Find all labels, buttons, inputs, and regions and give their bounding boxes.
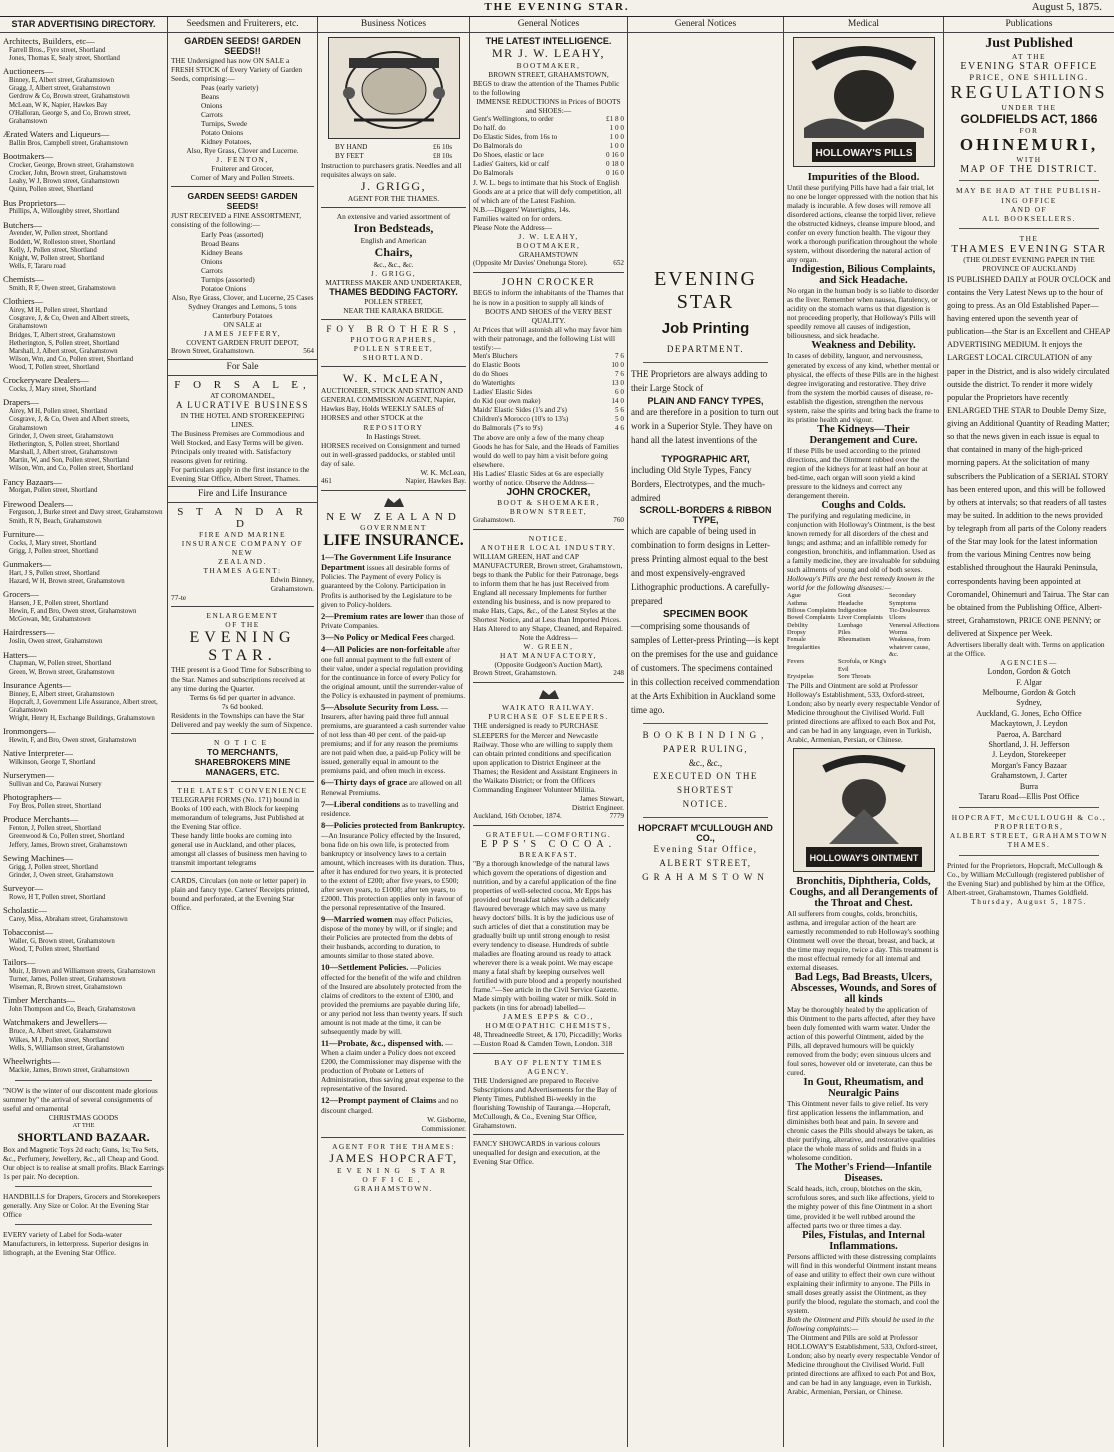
insurance-clause [321, 962, 466, 1036]
directory-entry: Cosgrave, J, & Co, Owen and Albert streets, Grahamstown [9, 315, 130, 331]
clause-text: and no discount charged. [321, 1096, 459, 1115]
directory-entry: Bruce, A, Albert street, Grahamstown [9, 1028, 112, 1036]
remedy-cell: Dropsy [787, 628, 806, 636]
directory-entry: Boddett, W, Rolleston street, Shortland [9, 238, 116, 246]
price-row [473, 115, 624, 124]
directory-entry: Foy Bros, Pollen street, Shortland [9, 803, 102, 811]
seed-item: Carrots [201, 265, 223, 275]
life-insurance-items [321, 552, 466, 1115]
agency-entry: Burra [1019, 781, 1039, 791]
royal-crest-icon [382, 495, 406, 509]
directory-category: Ironmongers— [3, 726, 56, 737]
directory-entry: Cocks, J, Mary street, Shortland [9, 386, 97, 394]
directory-entry: Binney, E, Albert street, Grahamstown [9, 690, 115, 698]
directory-category: Tailors— [3, 957, 36, 968]
directory-category: Hairdressers— [3, 627, 55, 638]
remedy-cell: Headache [838, 599, 864, 607]
ointment-emblem-label: HOLLOWAY'S OINTMENT [809, 852, 918, 863]
insurance-clause [321, 820, 466, 912]
agency-entry: Auckland, G. Jones, Echo Office [976, 708, 1082, 718]
directory-entry: Grigg, J, Pollen street, Shortland [9, 863, 98, 871]
remedy-cell: Gout [838, 592, 851, 600]
agency-entry: J. Leydon, Storekeeper [992, 750, 1066, 760]
price-item: Ladies' Elastic Sides [473, 387, 533, 396]
clause-heading: 11—Probate, &c., dispensed with. [321, 1037, 444, 1048]
column-heading: Business Notices [318, 17, 469, 33]
directory-entry: Bridges, T, Albert street, Grahamstown [9, 331, 116, 339]
directory-category: Fancy Bazaars— [3, 476, 62, 487]
remedy-cell: Rheumatism [838, 636, 871, 644]
clause-text: as to travelling and residence. [321, 799, 459, 819]
price-value: 1 0 0 [609, 133, 624, 142]
price-row [473, 160, 624, 169]
insurance-clause [321, 777, 466, 796]
directory-entry: Wilkinson, George T, Shortland [9, 759, 96, 767]
directory-entry: Ballin Bros, Campbell street, Grahamstown [9, 139, 128, 147]
directory-category: Surveyor— [3, 882, 44, 893]
labels-advert: EVERY variety of Label for Soda-water Manufacturers, in letterpress. Superior designs in lithograph, at the Evening Star Office. [3, 1229, 149, 1257]
clause-text: issues all desirable forms of Policies. The Payment of every Policy is guaranteed by the Colony. Participation in Profits is authorised by the Legislature to be given to Policy-holders. [321, 563, 452, 609]
price-item: Men's Bluchers [473, 351, 518, 360]
insurance-clause [321, 1038, 466, 1094]
directory-entry: Crocker, George, Brown street, Grahamstown [9, 161, 134, 169]
price-row [473, 379, 624, 388]
directory-entry: Chapman, W, Pollen street, Shortland [9, 660, 112, 668]
directory-category: Nurserymen— [3, 770, 55, 781]
grover-baker-sewing-machine-logo [328, 37, 460, 139]
insurance-clause [321, 702, 466, 776]
directory-entry: Knight, W, Pollen street, Shortland [9, 254, 104, 262]
price-row [473, 124, 624, 133]
column-general-notices: General Notices THE LATEST INTELLIGENCE. MR J. W. LEAHY, BOOTMAKER, BROWN STREET, GRAHAMSTOWN, BEGS to draw the attention of the Thames Public to the following IMMENSE REDUCTIONS in Prices of BOOTS and SHOES:— Gent's Wellingtons, to order £1 8 0 Do half. do 1 0 0 Do Elastic Sides, from 16s to 1 0 0 Do Balmorals do 1 0 0 Do Shoes, elastic or lace 0 16 0 Ladies' Gaiters, kid or calf 0 18 0 Do Balmorals 0 16 0 J. W. L. begs to intimate that his Stock of English Goods are at a price that will defy competition, all of which are of the Latest Fashion. N.B.—Diggers' Watertights, 14s. Families waited on for orders. Please Note the Address— J. W. LEAHY, BOOTMAKER, GRAHAMSTOWN (Opposite Mr Davies' Onehunga Store). 652 JOHN CROCKER BEGS to inform the inhabitants of the Thames that he is now in a position to supply all kinds of BOOTS AND SHOES of the VERY BEST QUALITY. At Prices that will astonish all who may favor him with their patronage, and the following List will testify:— Men's Bluchers 7 6 do Elastic Boots 10 0 do do Shoes 7 6 do Watertights 13 0 Ladies' Elastic Sides 6 0 do Kid (our own make) 14 0 Maids' Elastic Sides (1's and 2's) 5 6 Children's Morocco (10's to 13's) 5 0 do Balmorals (7's to 9's) 4 6 The above are only a few of the many cheap Goods he has for Sale, and the Heads of Families would do well to pay him a visit before going elsewhere. His Ladies' Elastic Sides at 6s are especially worthy of notice. Observe the Address— JOHN CROCKER, BOOT & SHOEMAKER, BROWN STREET, Grahamstown. 760 NOTICE. ANOTHER LOCAL INDUSTRY. WILLIAM GREEN, HAT and CAP MANUFACTURER, Brown street, Grahamstown, begs to thank the Public for their Patronage, begs to inform them that he has just Received from England all necessary Implements for further extending his business, and is now prepared to make Hats, Caps, &c., of the Latest Styles at the Shortest Notice, and at Less than Imported Prices. Hats Altered to any Shape, Cleaned, and Repaired. Note the Address— W. GREEN, HAT MANUFACTORY, (Opposite Gudgeon's Auction Mart), Brown Street, Grahamstown. 248 WAIKATO RAILWAY. PURCHASE OF SLEEPERS. THE undersigned is ready to PURCHASE SLEEPERS for the Mercer and Newcastle Railway. Those who are willing to supply them can obtain printed conditions and specification upon application to District Engineer at the Thames; the Resident and Assistant Engineers in the Waikato District; or from the Officers Commanding Engineer Volunteer Militia. James Stewart, District Engineer. Auckland, 16th October, 1874. 7779 GRATEFUL—COMFORTING. EPPS'S COCOA. BREAKFAST. "By a thorough knowledge of the natural laws which govern the operations of digestion and nutrition, and by a careful application of the fine properties of well-selected cocoa, Mr Epps has provided our breakfast tables with a delicately flavoured beverage which may save us many heavy doctors' bills. It is by the judicious use of such articles of diet that a constitution may be gradually built up until strong enough to resist every tendency to disease. Hundreds of subtle maladies are floating around us ready to attack wherever there is a weak point. We may escape many a fatal shaft by keeping ourselves well fortified with pure blood and a properly nourished frame."—See article in the Civil Service Gazette. Made simply with boiling water or milk. Sold in packets (in tins for abroad) labelled— JAMES EPPS & CO., HOMŒOPATHIC CHEMISTS, 48, Threadneedle Street, & 170, Piccadilly; Works—Euston Road & Camden Town, London. 318 BAY OF PLENTY TIMES AGENCY. THE Undersigned are prepared to Receive Subscriptions and Advertisements for the Bay of Plenty Times, Published Bi-weekly in the flourishing Township of Tauranga.—Hopcraft, McCullough, & Co., Evening Star Office, Grahamstown. FANCY SHOWCARDS in various colours unequalled for design and execution, at the Evening Star Office. [470, 17, 628, 1447]
seed-item: Beans [201, 92, 220, 102]
directory-entry: Greenwood & Co, Pollen street, Shortland [9, 833, 125, 841]
price-row [473, 133, 624, 142]
directory-list [3, 37, 164, 1075]
directory-entry: Rowe, H T, Pollen street, Shortland [9, 893, 106, 901]
remedy-cell: Bilious Complaints [787, 606, 837, 614]
remedy-cell: Tic-Douloureux [889, 606, 930, 614]
remedy-cell: Asthma [787, 599, 807, 607]
column-heading: Publications [944, 17, 1114, 33]
agency-entry: Shortland, J. H. Jefferson [988, 740, 1070, 750]
holloway-ointment-emblem [793, 748, 935, 872]
clause-heading: 9—Married women [321, 913, 393, 924]
remedy-cell: Piles [838, 628, 851, 636]
directory-entry: Turner, James, Pollen street, Grahamstown [9, 976, 126, 984]
remedy-cell: Scrofula, or King's Evil [838, 658, 887, 673]
directory-entry: Wilkes, M J, Pollen street, Shortland [9, 1036, 109, 1044]
directory-entry: Green, W, Brown street, Grahamstown [9, 668, 115, 676]
clause-text: —Insurers, after having paid three full annual premiums, are guaranteed a cash surrender value of not less than 40 per cent. of the paid-up premiums; and if for any reason the premiums are not paid when due, a paid-up Policy will be issued, generally equal in amount to the premiums paid, and often much in excess. [321, 702, 466, 776]
seed-item: Turnips (assorted) [201, 274, 255, 284]
column-business: Business Notices BY HAND £6 10s BY FEET £8 10s Instruction to purchasers gratis. Needles and all requisites always on sale. J. GRIGG, AGENT FOR THE THAMES. An extensive and varied assortment of Iron Bedsteads, English and American Chairs, &c., &c., &c. J. GRIGG, MATTRESS MAKER AND UNDERTAKER, THAMES BEDDING FACTORY. POLLEN STREET, NEAR THE KARAKA BRIDGE. FOY BROTHERS, PHOTOGRAPHERS, POLLEN STREET, SHORTLAND. W. K. McLEAN, AUCTIONEER, STOCK AND STATION AND GENERAL COMMISSION AGENT, Napier, Hawkes Bay, Holds WEEKLY SALES of HORSES and other STOCK at the REPOSITORY In Hastings Street. HORSES received on Consignment and turned out in well-grassed paddocks, or stabled until day of sale. W. K. McLean, 461 Napier, Hawkes Bay. NEW ZEALAND GOVERNMENT LIFE INSURANCE. 1—The Government Life Insurance Department issues all desirable forms of Policies. The Payment of every Policy is guaranteed by the Colony. Participation in Profits is authorised by the Legislature to be given to Policy-holders. 2—Premium rates are lower than those of Private Companies. 3—No Policy or Medical Fees charged. 4—All Policies are non-forfeitable after one full annual payment to the full extent of their value, under a special regulation providing for the continuance in force of every Policy for the original amount, until the surrender-value of the Policy is exhausted in payment of premiums. 5—Absolute Security from Loss. —Insurers, after having paid three full annual premiums, are guaranteed a cash surrender value of not less than 40 per cent. of the paid-up premiums; and if for any reason the premiums are not paid when due, a paid-up Policy will be issued, generally equal in amount to the premiums paid, and often much in excess. 6—Thirty days of grace are allowed on all Renewal Premiums. 7—Liberal conditions as to travelling and residence. 8—Policies protected from Bankruptcy. —An Insurance Policy effected by the Insured, bona fide on his own life, is protected from bankruptcy or insolvency laws to a certain amount, which increases with its duration. Thus, after it has endured for two years, it is protected to the extent of £200; after five years, to £500; after seven years, to £1000; after ten years, to £2000. This protection applies only in favour of the personal representative of the Insured. 9—Married women may effect Policies, dispose of the money by will, or if single; and their Policies are protected from the debts of their husbands, according to duration, to amounts similar to those stated above. 10—Settlement Policies. —Policies effected for the benefit of the wife and children of the Insured are absolutely protected from the claims of creditors to the extent of £300, and provided the premiums are payable during life, or any period not less than twenty years. If such amount is not made at the time, it can be subsequently made by will. 11—Probate, &c., dispensed with. —When a claim under a Policy does not exceed £200, the Commissioner may dispense with the production of Probate or Letters of Administration, thus saving great expense to the representative of the Insured. 12—Prompt payment of Claims and no discount charged. W. Gisborne, Commissioner. AGENT FOR THE THAMES: JAMES HOPCRAFT, EVENING STAR OFFICE, GRAHAMSTOWN. [318, 17, 470, 1447]
directory-entry: Joslin, Owen street, Grahamstown [9, 638, 103, 646]
price-row [473, 361, 624, 370]
directory-category: Clothiers— [3, 296, 44, 307]
price-item: do do Shoes [473, 369, 509, 378]
directory-entry: O'Halloran, George S, and Co, Brown street, Grahamstown [9, 109, 131, 125]
directory-entry: Hetherington, S, Pollen street, Shortland [9, 440, 120, 448]
seed-item: Early Peas (assorted) [201, 229, 264, 239]
insurance-clause [321, 1095, 466, 1114]
clause-heading: 8—Policies protected from Bankruptcy. [321, 820, 465, 831]
column-heading: General Notices [628, 17, 783, 33]
price-row [473, 388, 624, 397]
masthead [0, 0, 1114, 17]
price-row [473, 352, 624, 361]
remedy-cell: Indigestion [838, 606, 867, 614]
price-value: 0 18 0 [606, 160, 624, 169]
agency-entry: Tararu Road—Ellis Post Office [978, 791, 1080, 801]
directory-entry: Grinder, J, Owen street, Grahamstown [9, 432, 114, 440]
directory-entry: Waller, G, Brown street, Grahamstown [9, 937, 115, 945]
directory-category: Bus Proprietors— [3, 197, 66, 208]
remedy-cell: Debility [787, 621, 808, 629]
remedy-cell: Symptoms [889, 599, 917, 607]
directory-entry: Avender, W, Pollen street, Shortland [9, 230, 108, 238]
directory-entry: McLean, W K, Napier, Hawkes Bay [9, 101, 108, 109]
price-item: Do Balmorals [473, 169, 514, 178]
price-list [473, 352, 624, 433]
seed-item: Carrots [201, 110, 223, 120]
agency-entry: Paeroa, A. Barchard [996, 729, 1062, 739]
clause-text: —Policies effected for the benefit of the wife and children of the Insured are absolutely protected from the claims of creditors to the extent of £300, and provided the premiums are payable during life, or any period not less than twenty years. If such amount is not made at the time, it can be subsequently made by will. [321, 963, 463, 1036]
clause-heading: 2—Premium rates are lower [321, 610, 424, 621]
directory-category: Wheelwrights— [3, 1055, 60, 1066]
agency-entry: Sydney, [1016, 698, 1042, 708]
garden-seeds-title: GARDEN SEEDS! GARDEN SEEDS! [187, 191, 298, 212]
price-row [473, 415, 624, 424]
evening-star-title: THAMES EVENING STAR [951, 242, 1107, 255]
directory-entry: Marshall, J, Albert street, Grahamstown [9, 449, 118, 457]
clause-heading: 10—Settlement Policies. [321, 962, 409, 973]
price-row [473, 406, 624, 415]
price-item: Do Elastic Sides, from 16s to [473, 133, 558, 142]
price-value: 6 0 [615, 387, 624, 396]
directory-entry: Airey, M H, Pollen street, Shortland [9, 408, 108, 416]
directory-entry: Hart, J S, Pollen street, Shortland [9, 569, 100, 577]
price-row [473, 397, 624, 406]
directory-category: Photographers— [3, 792, 62, 803]
seed-item: Onions [201, 101, 223, 111]
holloway-pills-emblem [793, 37, 935, 167]
directory-category: Firewood Dealers— [3, 498, 73, 509]
clause-text: after one full annual payment to the full extent of their value, under a special regulation providing for the continuance in force of every Policy for the original amount, until the surrender-value of the Policy is exhausted in payment of premiums. [321, 645, 466, 700]
remedy-cell [889, 658, 940, 673]
directory-category: Gunmakers— [3, 558, 52, 569]
directory-entry: Hansen, J E, Pollen street, Shortland [9, 600, 109, 607]
clause-text: —An Insurance Policy effected by the Insured, bona fide on his own life, is protected from bankruptcy or insolvency laws to a certain amount, which increases with its duration. Thus, after it has endured for two years, it is protected to the extent of £200; after five years, to £500; after seven years, to £1000; after ten years, to £2000. This protection applies only in favour of the personal representative of the Insured. [321, 830, 465, 912]
remedy-cell: Erysipelas [787, 673, 814, 681]
directory-entry: Morgan, Pollen street, Shortland [9, 487, 98, 495]
directory-entry: Smith, R N, Beach, Grahamstown [9, 517, 102, 525]
seed-list [171, 230, 314, 293]
seed-item: Potatoe Onions [201, 283, 247, 293]
directory-category: Watchmakers and Jewellers— [3, 1017, 107, 1028]
seed-item: Kidney Beans [201, 247, 243, 257]
remedy-cell: Secondary [889, 592, 916, 600]
directory-entry: Crocker, John, Brown street, Grahamstown [9, 170, 127, 178]
directory-entry: Mackie, James, Brown street, Grahamstown [9, 1066, 130, 1074]
directory-category: Ærated Waters and Liqueurs— [3, 129, 110, 139]
directory-entry: Farrell Bros., Fyre street, Shortland [9, 46, 106, 54]
pills-emblem-label: HOLLOWAY'S PILLS [814, 148, 913, 159]
bazaar-title: SHORTLAND BAZAAR. [17, 1129, 150, 1144]
column-seedsmen: Seedsmen and Fruiterers, etc. GARDEN SEEDS! GARDEN SEEDS!! THE Undersigned has now ON SALE a FRESH STOCK of Every Variety of Garden Seeds, comprising:— Peas (early variety) Beans Onions Carrots Turnips, Swede Potato Onions Kidney Potatoes, Also, Rye Grass, Clover and Lucerne. J. FENTON, Fruiterer and Grocer, Corner of Mary and Pollen Streets. GARDEN SEEDS! GARDEN SEEDS! JUST RECEIVED a FINE ASSORTMENT, consisting of the following:— Early Peas (assorted) Broad Beans Kidney Beans Onions Carrots Turnips (assorted) Potatoe Onions Also, Rye Grass, Clover, and Lucerne, 25 Cases Sydney Oranges and Lemons, 5 tons Canterbury Potatoes ON SALE at JAMES JEFFERY, COVENT GARDEN FRUIT DEPOT, Brown Street, Grahamstown. 564 For Sale F O R S A L E, AT COROMANDEL, A LUCRATIVE BUSINESS IN THE HOTEL AND STOREKEEPING LINES. The Business Premises are Commodious and Well Stocked, and Easy Terms will be given. Principals only treated with. Satisfactory reasons given for retiring. For particulars apply in the first instance to the Evening Star Office, Albert Street, Thames. Fire and Life Insurance S T A N D A R D FIRE AND MARINE INSURANCE COMPANY OF NEW ZEALAND. THAMES AGENT: Edwin Binney, Grahamstown. 77-te ENLARGEMENT OF THE EVENING STAR. THE present is a Good Time for Subscribing to the Star. Names and subscriptions received at any time during the Quarter. Terms 6s 6d per quarter in advance. 7s 6d booked. Residents in the Townships can have the Star Delivered and pay weekly the sum of Sixpence. NOTICE TO MERCHANTS, SHAREBROKERS MINE MANAGERS, ETC. THE LATEST CONVENIENCE TELEGRAPH FORMS (No. 171) bound in Books of 100 each, with Block for keeping memorandum of telegrams, Just Published at the Evening Star office. These handy little books are coming into general use in Auckland, and other places, amongst all classes of business men having to transmit important telegrams CARDS, Circulars (on note or letter paper) in plain and fancy type. Carters' Receipts printed, bound and perforated, at the Evening Star Office. [168, 17, 318, 1447]
insurance-clause [321, 632, 466, 642]
clause-text: may effect Policies, dispose of the money by will, or if single; and their Policies are protected from the debts of their husbands, according to duration, to amounts similar to those stated above. [321, 914, 457, 961]
evening-star-title: EVENING STAR. [189, 629, 296, 665]
column-publications: Publications Just Published AT THE EVENING STAR OFFICE PRICE, ONE SHILLING. REGULATIONS UNDER THE GOLDFIELDS ACT, 1866 FOR OHINEMURI, WITH MAP OF THE DISTRICT. MAY BE HAD AT THE PUBLISH- ING OFFICE AND OF ALL BOOKSELLERS. THE THAMES EVENING STAR (THE OLDEST EVENING PAPER IN THE PROVINCE OF AUCKLAND) IS PUBLISHED DAILY at FOUR O'CLOCK and contains the Very Latest News up to the hour of going to press. As an Old Established Paper—having entered upon the seventh year of publication—the Star is an Excellent and CHEAP ADVERTISING MEDIUM. It enjoys the LARGEST LOCAL CIRCULATION of any paper in the District, and is also widely circulated outside the district. To render it more widely popular the Proprietors have recently ENLARGED THE STAR to Double Demy Size, giving an Additional Quantity of Reading Matter; so that the news given in each issue is equal to that contained in many of the high-priced morning papers. At the solicitation of many subscribers the Publication of a SERIAL STORY has been entered upon, and this will be followed by others at intervals; so that readers of all tastes may be suited. In addition to the news provided by telegraph from all parts of the Colony readers of the Star may look for the latest information from the various Mining Centres now being established throughout the Hauraki Peninsula, correspondents having been appointed at Coromandel, Ohinemuri and Tairua. The Star can be obtained from the Publishing Office, Albert-street, Grahamstown, PRICE ONE PENNY; or delivered at Sixpence per Week. Advertisers liberally dealt with. Terms on application at the Office. AGENCIES— London, Gordon & Gotch F. Algar Melbourne, Gordon & Gotch Sydney, Auckland, G. Jones, Echo Office Mackaytown, J. Leydon Paeroa, A. Barchard Shortland, J. H. Jefferson J. Leydon, Storekeeper Morgan's Fancy Bazaar Grahamstown, J. Carter Burra Tararu Road—Ellis Post Office HOPCRAFT, McCULLOUGH & Co., PROPRIETORS, ALBERT STREET, GRAHAMSTOWN THAMES. Printed for the Proprietors, Hopcraft, McCullough & Co., by William McCullough (registered publisher of the Evening Star) and published by him at the Office, Albert-street, Grahamstown, Thames Goldfield. Thursday, August 5, 1875. [944, 17, 1114, 1447]
price-value: 5 0 [615, 414, 624, 423]
price-item: Gent's Wellingtons, to order [473, 115, 554, 124]
remedy-cell: Lumbago [838, 621, 863, 629]
clause-text: are allowed on all Renewal Premiums. [321, 778, 462, 797]
agency-entry: Morgan's Fancy Bazaar [991, 760, 1067, 770]
column-heading: Seedsmen and Fruiterers, etc. [168, 17, 317, 33]
directory-entry: Leahy, W J, Brown street, Grahamstown [9, 178, 120, 186]
remedy-cell: Bowel Complaints [787, 614, 835, 622]
directory-category: Architects, Builders, etc— [3, 36, 95, 46]
seed-list [171, 83, 314, 146]
directory-entry: McGowan, Mr, Grahamstown [9, 616, 91, 624]
directory-entry: Kelly, J, Pollen street, Shortland [9, 246, 97, 254]
price-item: do Elastic Boots [473, 360, 521, 369]
directory-entry: Airey, M H, Pollen street, Shortland [9, 307, 108, 315]
directory-entry: Carey, Miss, Abraham street, Grahamstown [9, 915, 128, 923]
directory-category: Hatters— [3, 649, 37, 660]
handbills-advert: HANDBILLS for Drapers, Grocers and Storekeepers generally. Any Size or Color. At the Evening Star Office [3, 1191, 161, 1219]
directory-entry: Wilson, Wm, and Co, Pollen street, Shortland [9, 356, 134, 364]
price-value: 14 0 [611, 396, 624, 405]
directory-category: Crockeryware Dealers— [3, 375, 89, 386]
price-item: do Watertights [473, 378, 515, 387]
price-list [473, 115, 624, 178]
clause-heading: 12—Prompt payment of Claims [321, 1095, 437, 1106]
column-heading: STAR ADVERTISING DIRECTORY. [0, 17, 167, 33]
remedy-cell: Venereal Affections [889, 621, 940, 629]
price-value: 13 0 [611, 378, 624, 387]
directory-entry: Ferguson, J, Burke street and Davy street, Grahamstown [9, 509, 163, 517]
directory-entry: Binney, E, Albert street, Grahamstown [9, 77, 115, 85]
clause-text: than those of Private Companies. [321, 611, 464, 630]
royal-crest-icon [537, 687, 561, 701]
price-item: do Balmorals (7's to 9's) [473, 423, 543, 432]
column-heading: General Notices [470, 17, 627, 33]
price-item: Maids' Elastic Sides (1's and 2's) [473, 405, 567, 414]
directory-entry: Phillips, A, Willoughby street, Shortland [9, 208, 120, 216]
seed-item: Peas (early variety) [201, 83, 259, 93]
price-row [473, 142, 624, 151]
directory-category: Sewing Machines— [3, 852, 73, 863]
directory-entry: Hewin, F, and Bro, Owen street, Grahamstown [9, 737, 137, 745]
agency-entry: Melbourne, Gordon & Gotch [982, 688, 1076, 698]
remedy-cell: Female Irregularities [787, 636, 821, 651]
directory-entry: Hazard, W H, Brown street, Grahamstown [9, 577, 125, 585]
directory-category: Produce Merchants— [3, 814, 79, 825]
price-item: do Kid (our own make) [473, 396, 541, 405]
agencies-list [947, 667, 1111, 802]
directory-entry: Jones, Thomas E, Sealy street, Shortland [9, 55, 120, 63]
directory-entry: Marshall, J, Albert street, Grahamstown [9, 347, 118, 355]
directory-category: Native Interpreter— [3, 748, 73, 759]
clause-text: —When a claim under a Policy does not exceed £200, the Commissioner may dispense with the production of Probate or Letters of Administration, thus saving great expense to the representative of the Insured. [321, 1038, 464, 1094]
directory-entry: Wiseman, R, Brown street, Grahamstown [9, 984, 123, 992]
insurance-clause [321, 799, 466, 818]
remedy-cell: Fevers [787, 658, 805, 666]
agency-entry: Grahamstown, J. Carter [991, 771, 1067, 781]
insurance-clause [321, 914, 466, 960]
agency-entry: F. Algar [1016, 677, 1042, 687]
directory-category: Drapers— [3, 397, 39, 408]
price-row [473, 169, 624, 178]
directory-category: Scholastic— [3, 904, 47, 915]
directory-entry: Hetherington, S, Pollen street, Shortland [9, 339, 120, 347]
life-insurance-title: LIFE INSURANCE. [323, 531, 464, 549]
directory-category: Insurance Agents— [3, 679, 72, 690]
clause-heading: 3—No Policy or Medical Fees [321, 631, 429, 642]
price-item: Do half. do [473, 124, 506, 133]
clause-heading: 4—All Policies are non-forfeitable [321, 644, 445, 655]
clause-heading: 5—Absolute Security from Loss. [321, 701, 439, 712]
remedy-table [787, 592, 940, 680]
directory-entry: Smith, R F, Owen street, Grahamstown [9, 285, 116, 293]
column-heading: Medical [784, 17, 943, 33]
column-job-printing: General Notices EVENING STAR Job Printing DEPARTMENT. THE Proprietors are always adding to their Large Stock of PLAIN AND FANCY TYPES, and are therefore in a position to turn out work in a Superior Style. They have on hand all the latest inventions of the TYPOGRAPHIC ART, including Old Style Types, Fancy Borders, Electrotypes, and the much-admired SCROLL-BORDERS & RIBBON TYPE, which are capable of being used in combination to form designs in Letter-press Printing almost equal to the best and most expensively-engraved Lithographic productions. A carefully-prepared SPECIMEN BOOK —comprising some thousands of samples of Letter-press Printing—is kept on the premises for the use and guidance of customers. The specimens contained in this collection received commendation at the Arts Exhibition in Auckland some time ago. BOOKBINDING, PAPER RULING, &c., &c., EXECUTED ON THE SHORTEST NOTICE. HOPCRAFT M'CULLOUGH AND CO., Evening Star Office, ALBERT STREET, GRAHAMSTOWN [628, 17, 784, 1447]
remedy-cell: Weakness, from whatever cause, &c. [889, 636, 931, 659]
remedy-cell: Liver Complaints [838, 614, 883, 622]
directory-entry: Wright, Henry H, Exchange Buildings, Grahamstown [9, 715, 155, 723]
garden-seeds-title: GARDEN SEEDS! GARDEN SEEDS!! [184, 36, 301, 56]
directory-category: Grocers— [3, 589, 39, 600]
issue-date: August 5, 1875. [1031, 1, 1102, 13]
directory-entry: Sullivan and Co, Parawai Nursery [9, 781, 102, 789]
directory-entry: Wells, F, Tararu road [9, 263, 66, 271]
price-value: 0 16 0 [606, 151, 624, 160]
insurance-clause [321, 552, 466, 609]
directory-category: Butchers— [3, 219, 43, 230]
directory-category: Bootmakers— [3, 151, 54, 162]
insurance-clause [321, 611, 466, 630]
bazaar-advert: "NOW is the winter of our discontent made glorious summer by" the arrival of several consignments of useful and ornamental CHRISTMAS GOODS AT THE SHORTLAND BAZAAR. Box and Magnetic Toys 2d each; Guns, 1s; Tea Sets, &c., Perfumery, Jewellery, &c., all Cheap and Good. Our object is to realise at small profits. Black Earrings 1s per pair. No deception. [3, 1085, 164, 1181]
directory-category: Auctioneers— [3, 66, 54, 77]
price-value: 7 6 [615, 351, 624, 360]
directory-entry: Gragg, J, Albert street, Grahamstown [9, 85, 111, 93]
directory-category: Timber Merchants— [3, 995, 76, 1006]
price-item: Children's Morocco (10's to 13's) [473, 414, 569, 423]
directory-entry: Gerdrow & Co, Brown street, Grahamstown [9, 93, 130, 101]
seed-item: Potato Onions [201, 128, 244, 138]
directory-entry: Hewin, F, and Bro, Owen street, Grahamstown [9, 608, 137, 616]
price-value: £1 8 0 [606, 115, 624, 124]
directory-category: Furniture— [3, 528, 44, 539]
seed-item: Broad Beans [201, 238, 239, 248]
price-value: 0 16 0 [606, 169, 624, 178]
seed-item: Onions [201, 256, 223, 266]
clause-heading: 1—The Government Life Insurance Department [321, 551, 452, 573]
remedy-cell: Ulcers [889, 614, 906, 622]
price-value: 10 0 [611, 360, 624, 369]
directory-entry: Wood, T, Pollen street, Shortland [9, 945, 100, 953]
price-value: 1 0 0 [609, 142, 624, 151]
price-item: Do Shoes, elastic or lace [473, 151, 544, 160]
clause-heading: 7—Liberal conditions [321, 798, 401, 809]
seed-item: Kidney Potatoes, [201, 137, 252, 147]
newspaper-title: THE EVENING STAR. [484, 1, 630, 13]
price-value: 7 6 [615, 369, 624, 378]
agency-entry: London, Gordon & Gotch [987, 667, 1071, 677]
directory-entry: Quinn, Pollen street, Shortland [9, 186, 94, 194]
directory-category: Tobacconist— [3, 926, 53, 937]
agency-entry: Mackaytown, J. Leydon [990, 719, 1068, 729]
directory-entry: Cosgrave, J, & Co, Owen and Albert streets, Grahamstown [9, 416, 130, 432]
directory-entry: Wilson, Wm, and Co, Pollen street, Shortland [9, 465, 134, 473]
directory-entry: Hopcraft, J, Government Life Assurance, Albert street, Grahamstown [9, 698, 158, 714]
remedy-cell: Sore Throats [838, 673, 871, 681]
section-heading: For Sale [168, 359, 317, 376]
price-row [473, 370, 624, 379]
column-medical: Medical HOLLOWAY'S PILLS Impurities of the Blood. Until these purifying Pills have had a fair trial, let no one be longer oppressed with the notion that his malady is incurable. A few doses will remove all disordered actions, cleanse the torpid liver, relieve the obstructed kidneys, cleanse impure blood, and confer on every function health. The vigour they work a thorough purification throughout the whole system, without disordering the natural action of any organ. Indigestion, Bilious Complaints, and Sick Headache. No organ in the human body is so liable to disorder as the liver. Remember when nausea, flatulency, or acidity on the stomach warns us that digestion is not proceeding properly, that Holloway's Pills will speedily remove all causes of indigestion, biliousness, and sick headache. Weakness and Debility. In cases of debility, languor, and nervousness, generated by excess of any kind, whether mental or physical, the effects of these Pills are in the highest degree invigorating and restorative. They drive from the system the morbid causes of disease, re-establish the digestion, strengthen the nervous system, raise the spirits and bring back the frame to its pristine health and vigour. The Kidneys—Their Derangement and Cure. If these Pills be used according to the printed directions, and the Ointment rubbed over the region of the kidneys for at least half an hour at bed-time, each organ will soon yield a kind pressure to the kidneys and correct any derangement therein. Coughs and Colds. The purifying and regulating medicine, in conjunction with Holloway's Ointment, is the best known remedy for all disorders of the chest and lungs; and asthma; and an infallible remedy for congestion, bronchitis, and inflammation. Used as a family medicine, they are invaluable for subduing such ailments of young and old of both sexes. Holloway's Pills are the best remedy known in the world for the following diseases:— Ague Gout Secondary Asthma Headache Symptoms Bilious Complaints Indigestion Tic-Douloureux Bowel Complaints Liver Complaints Ulcers Debility Lumbago Venereal Affections Dropsy Piles Worms Female Irregularities Rheumatism Weakness, from whatever cause, &c. Fevers Scrofula, or King's Evil Erysipelas Sore Throats The Pills and Ointment are sold at Professor Holloway's Establishment, 533, Oxford-street, London; also by nearly every respectable Vendor of Medicine throughout the Civilised World. Full printed directions are affixed to each Box and Pot, and can be had in any language, even in Turkish, Arabic, Armenian, Persian, or Chinese. HOLLOWAY'S OINTMENT Bronchitis, Diphtheria, Colds, Coughs, and all Derangements of the Throat and Chest. All sufferers from coughs, colds, bronchitis, asthma, and irregular action of the heart are earnestly recommended to rub Holloway's soothing Ointment well over the throat, breast, and back, at the time may require, twice a day. This treatment is the most effectual remedy for all internal and external diseases. Bad Legs, Bad Breasts, Ulcers, Abscesses, Wounds, and Sores of all kinds May be thoroughly healed by the application of this Ointment to the parts affected, after they have been duly fomented with warm water. Under the action of this powerful Ointment, aided by the Pills, all depraved humours will be quickly removed from the body; even sinuous ulcers and foul sores, however old or inveterate, can thus be cured. In Gout, Rheumatism, and Neuralgic Pains This Ointment never fails to give relief. Its very first application lessens the inflammation, and diminishes both heat and pain. In severe and chronic cases the Pills should always be taken, as their purifying, alterative, and restorative qualities place the whole mass of solids and fluids in a wholesome condition. The Mother's Friend—Infantile Diseases. Scald heads, itch, croup, blotches on the skin, scrofulous sores, and such like affections, yield to the mighty power of this fine Ointment in a short time, provided it be well rubbed around the affected parts two or three times a day. Piles, Fistulas, and Internal Inflammations. Persons afflicted with these distressing complaints will find in this wonderful Ointment instant means of ease and utility to effect their own cure without explaining their infirmity to anyone. The Pills in small doses greatly assist the Ointment, as they purify the blood, regulate the stomach, and cool the system. Both the Ointment and Pills should be used in the following complaints:— The Ointment and Pills are sold at Professor HOLLOWAY'S Establishment, 533, Oxford-street, London; also by nearly every respectable Vendor of Medicine throughout the Civilised World. Full printed directions are affixed to each Pot and Box, and can be had in any language, even in Turkish, Arabic, Armenian, Persian, or Chinese. [784, 17, 944, 1447]
directory-category: Chemists— [3, 274, 44, 285]
column-directory [0, 17, 168, 1447]
directory-entry: Wells, S, Williamson street, Grahamstown [9, 1044, 125, 1052]
directory-entry: Cocks, J, Mary street, Shortland [9, 539, 97, 547]
directory-entry: Fenton, J, Pollen street, Shortland [9, 825, 101, 833]
directory-entry: Jeffery, James, Brown street, Grahamstown [9, 841, 128, 849]
directory-entry: Wood, T, Pollen street, Shortland [9, 364, 100, 372]
remedy-cell: Ague [787, 592, 801, 600]
price-row [473, 424, 624, 433]
price-value: 5 6 [615, 405, 624, 414]
price-item: Do Balmorals do [473, 142, 523, 151]
price-item: Ladies' Gaiters, kid or calf [473, 160, 550, 169]
seed-item: Turnips, Swede [201, 119, 248, 129]
price-value: 4 6 [615, 423, 624, 432]
directory-entry: Grigg, J, Pollen street, Shortland [9, 547, 98, 555]
evening-star-title: EVENING STAR [654, 268, 757, 313]
insurance-clause [321, 644, 466, 700]
remedy-cell: Worms [889, 628, 908, 636]
directory-entry: John Thompson and Co, Beach, Grahamstown [9, 1006, 136, 1014]
price-row [473, 151, 624, 160]
clause-text: charged. [429, 632, 455, 642]
section-heading: Fire and Life Insurance [168, 486, 317, 503]
price-value: 1 0 0 [609, 124, 624, 133]
remedy-cell [889, 673, 940, 680]
clause-heading: 6—Thirty days of grace [321, 777, 408, 788]
directory-entry: Martin, W, and Son, Pollen street, Shortland [9, 457, 130, 465]
directory-entry: Grinder, J, Owen street, Grahamstown [9, 871, 114, 879]
directory-entry: Muir, J, Brown and Williamson streets, Grahamstown [9, 967, 156, 975]
